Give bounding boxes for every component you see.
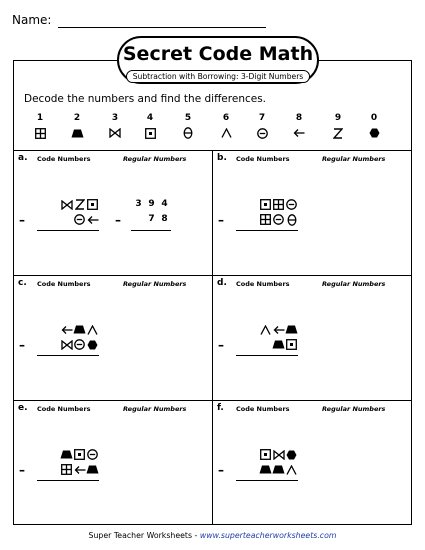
problem-label: b. xyxy=(217,153,227,163)
wedge-icon xyxy=(211,126,241,140)
wedge-icon xyxy=(86,323,99,336)
bowtie-icon xyxy=(100,126,130,140)
code-problem xyxy=(218,444,298,484)
trapezoid-icon xyxy=(272,338,285,351)
theta-icon xyxy=(285,213,298,226)
problem-panel xyxy=(212,150,411,275)
code-numbers-header: Code Numbers xyxy=(236,155,290,163)
answer-line xyxy=(131,230,171,231)
left-arrow-icon xyxy=(272,323,285,336)
trapezoid-icon xyxy=(73,323,86,336)
regular-digit: 7 xyxy=(148,214,155,224)
code-numbers-header: Code Numbers xyxy=(236,405,290,413)
key-item xyxy=(100,113,130,140)
left-arrow-icon xyxy=(284,126,314,140)
answer-line xyxy=(236,355,298,356)
key-item xyxy=(211,113,241,140)
footer-link[interactable]: www.superteacherworksheets.com xyxy=(199,531,337,540)
trapezoid-icon xyxy=(259,463,272,476)
key-item xyxy=(359,113,389,140)
minus-sign: – xyxy=(19,463,25,477)
key-digit: 4 xyxy=(146,113,154,123)
code-numbers-header: Code Numbers xyxy=(236,280,290,288)
code-numbers-header: Code Numbers xyxy=(37,155,91,163)
circled-minus-icon xyxy=(86,448,99,461)
squared-dot-icon xyxy=(73,448,86,461)
regular-numbers-header: Regular Numbers xyxy=(322,155,386,163)
title-banner xyxy=(117,36,319,84)
regular-digit: 4 xyxy=(161,199,168,209)
key-item xyxy=(323,113,353,140)
left-arrow-icon xyxy=(86,213,99,226)
squared-dot-icon xyxy=(86,198,99,211)
key-item xyxy=(247,113,277,140)
answer-line xyxy=(236,480,298,481)
circled-minus-icon xyxy=(247,126,277,140)
key-item xyxy=(62,113,92,140)
footer xyxy=(0,531,425,540)
footer-text: Super Teacher Worksheets - xyxy=(88,531,200,540)
code-problem xyxy=(19,319,99,359)
circled-minus-icon xyxy=(73,338,86,351)
instructions: Decode the numbers and find the differences. xyxy=(24,93,267,105)
z-letter xyxy=(73,198,86,211)
key-digit: 0 xyxy=(370,113,378,123)
key-item xyxy=(25,113,55,140)
trapezoid-icon xyxy=(60,448,73,461)
minus-sign: – xyxy=(19,338,25,352)
hexagon-icon xyxy=(359,126,389,140)
squared-plus-icon xyxy=(25,126,55,140)
key-digit: 3 xyxy=(111,113,119,123)
squared-plus-icon xyxy=(259,213,272,226)
regular-numbers-header: Regular Numbers xyxy=(123,405,187,413)
code-problem xyxy=(218,319,298,359)
trapezoid-icon xyxy=(62,126,92,140)
left-arrow-icon xyxy=(60,323,73,336)
worksheet-title: Secret Code Math xyxy=(122,43,314,65)
key-digit: 9 xyxy=(334,113,342,123)
regular-digit: 3 xyxy=(135,199,142,209)
squared-dot-icon xyxy=(135,126,165,140)
regular-numbers-header: Regular Numbers xyxy=(123,280,187,288)
minus-sign: – xyxy=(218,463,224,477)
wedge-icon xyxy=(285,463,298,476)
key-item xyxy=(135,113,165,140)
squared-plus-icon xyxy=(60,463,73,476)
key-digit: 6 xyxy=(222,113,230,123)
bowtie-icon xyxy=(60,198,73,211)
trapezoid-icon xyxy=(86,463,99,476)
key-digit: 7 xyxy=(258,113,266,123)
regular-problem xyxy=(115,194,171,234)
problem-panel xyxy=(13,275,212,400)
squared-plus-icon xyxy=(272,198,285,211)
code-problem xyxy=(19,194,99,234)
squared-dot-icon xyxy=(285,338,298,351)
problem-label: f. xyxy=(217,403,224,413)
trapezoid-icon xyxy=(272,463,285,476)
answer-line xyxy=(37,355,99,356)
bowtie-icon xyxy=(60,338,73,351)
bowtie-icon xyxy=(272,448,285,461)
regular-digit: 8 xyxy=(161,214,168,224)
minus-sign: – xyxy=(218,338,224,352)
circled-minus-icon xyxy=(73,213,86,226)
name-label: Name: xyxy=(12,13,52,27)
squared-dot-icon xyxy=(259,198,272,211)
key-item xyxy=(173,113,203,140)
regular-numbers-header: Regular Numbers xyxy=(123,155,187,163)
regular-numbers-header: Regular Numbers xyxy=(322,280,386,288)
problem-panel xyxy=(13,400,212,525)
squared-dot-icon xyxy=(259,448,272,461)
code-problem xyxy=(19,444,99,484)
problem-panel xyxy=(212,400,411,525)
circled-minus-icon xyxy=(285,198,298,211)
z-letter xyxy=(323,126,353,140)
answer-line xyxy=(37,480,99,481)
hexagon-icon xyxy=(285,448,298,461)
key-digit: 8 xyxy=(295,113,303,123)
code-problem xyxy=(218,194,298,234)
problem-label: d. xyxy=(217,278,227,288)
key-item xyxy=(284,113,314,140)
answer-line xyxy=(236,230,298,231)
worksheet-subtitle: Subtraction with Borrowing: 3-Digit Numbers xyxy=(126,70,311,83)
key-digit: 1 xyxy=(36,113,44,123)
minus-sign: – xyxy=(19,213,25,227)
problem-label: e. xyxy=(18,403,28,413)
left-arrow-icon xyxy=(73,463,86,476)
key-digit: 5 xyxy=(184,113,192,123)
circled-minus-icon xyxy=(272,213,285,226)
problem-label: c. xyxy=(18,278,27,288)
minus-sign: – xyxy=(218,213,224,227)
regular-numbers-header: Regular Numbers xyxy=(322,405,386,413)
problem-panel xyxy=(212,275,411,400)
regular-digit: 9 xyxy=(148,199,155,209)
minus-sign: – xyxy=(115,213,121,227)
answer-line xyxy=(37,230,99,231)
code-numbers-header: Code Numbers xyxy=(37,280,91,288)
name-input-line[interactable] xyxy=(58,27,266,28)
code-numbers-header: Code Numbers xyxy=(37,405,91,413)
hexagon-icon xyxy=(86,338,99,351)
problem-label: a. xyxy=(18,153,28,163)
problem-panel xyxy=(13,150,212,275)
wedge-icon xyxy=(259,323,272,336)
key-digit: 2 xyxy=(73,113,81,123)
theta-icon xyxy=(173,126,203,140)
trapezoid-icon xyxy=(285,323,298,336)
